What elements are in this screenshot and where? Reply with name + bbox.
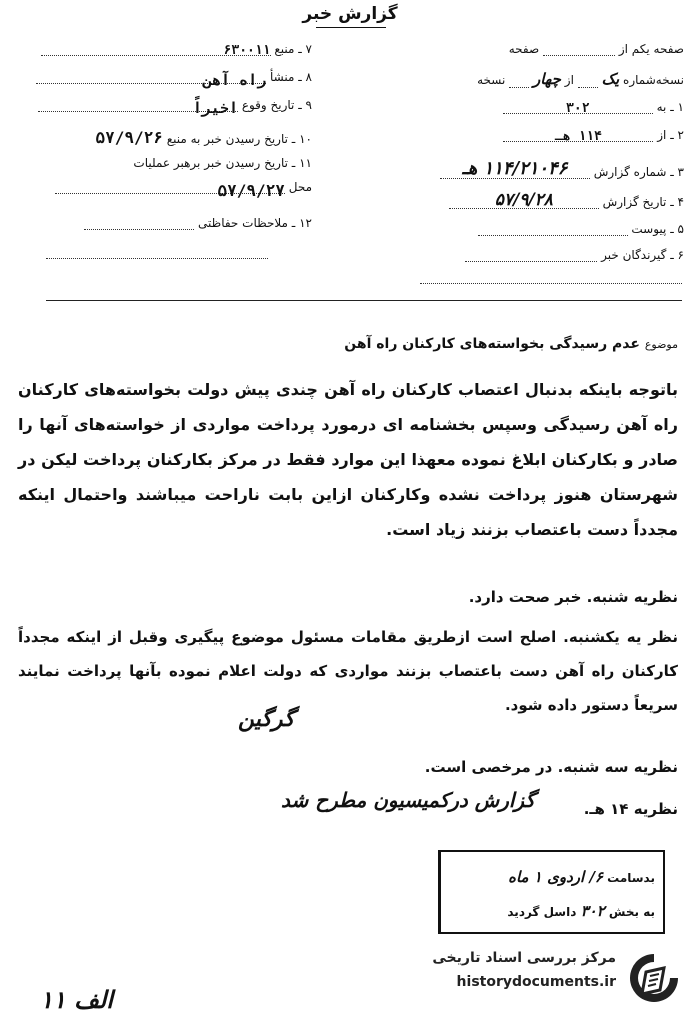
field-blank <box>509 75 529 88</box>
field-source <box>41 42 312 56</box>
field-copy-number <box>477 70 684 88</box>
title-underline <box>316 27 386 28</box>
field-label: صفحه یکم از <box>618 42 684 56</box>
field-suffix: نسخه <box>477 73 506 87</box>
recipients-line-2 <box>420 283 682 284</box>
field-value: ۵۷/۹/۲۶ <box>95 128 163 147</box>
field-label: ۵ ـ پیوست <box>631 222 684 236</box>
field-label: ۸ ـ منشأ <box>269 70 312 84</box>
opinion-sunday: نظر یه یکشنبه. اصلح است ازطریق مقامات مسئول موضوع پیگیری وقبل از اینکه مجدداً کارکنان راه آهن دست باعتصاب بزنند مواردی که دولت اعلام نموده بآنها پرداخت نمایند سریعاً دستور داده شود. <box>18 628 678 714</box>
field-to <box>503 100 684 114</box>
field-page-number <box>509 42 684 56</box>
stamp-line-1 <box>508 868 655 886</box>
subject-label: موضوع <box>644 338 678 351</box>
field-report-date <box>449 190 684 209</box>
document-title: گزارش خبر <box>302 4 398 24</box>
field-label: ۱۱ ـ تاریخ رسیدن خبر برهبر عملیات <box>133 156 312 170</box>
field-blank <box>465 249 597 262</box>
field-label: ۶ ـ گیرندگان خبر <box>601 248 684 262</box>
field-label: ۳ ـ شماره گزارش <box>593 165 684 179</box>
field-label: ۹ ـ تاریخ وقوع <box>241 98 312 112</box>
field-label: ۱ ـ به <box>656 100 684 114</box>
field-attachment <box>478 222 684 236</box>
field-blank <box>478 223 628 236</box>
field-value: ۶۳۰۰۱۱ <box>41 43 271 56</box>
field-value: ۵۷/۹/۲۷ <box>55 181 285 194</box>
field-value: ۱۱۴/۲۱۰۴۶ هـ <box>440 158 590 179</box>
stamp-value: ۳۰۲ <box>580 902 605 920</box>
subject-line <box>18 336 678 352</box>
report-body: باتوجه باینکه بدنبال اعتصاب کارکنان راه آهن چندی پیش دولت بخواسته‌های کارکنان راه آهن رسیدگی وسپس بخشنامه ای درمورد پرداخت مواردی از خواسته‌های آنها را صادر و بکارکنان ابلاغ نموده معهذا این موارد فقط در مرکز بکارکنان پرداخت لیکن در شهرستان هنوز پرداخت نشده وکارکنان ازاین بابت ناراحت میباشند واحتمال اینکه مجدداً دست باعتصاب بزنند زیاد است. <box>18 380 678 539</box>
stamp-label: بدسامت <box>607 871 655 885</box>
opinion-tuesday: نظریه سه شنبه. در مرخصی است. <box>424 758 678 776</box>
field-from <box>503 128 684 142</box>
corner-note: ۱۱ الف <box>40 985 113 1014</box>
subject-text: عدم رسیدگی بخواسته‌های کارکنان راه آهن <box>344 336 640 352</box>
field-source-received-date <box>95 128 312 147</box>
field-value: ۳۰۲ <box>503 101 653 114</box>
field-label: ۱۰ ـ تاریخ رسیدن خبر به منبع <box>166 132 312 146</box>
opinion-saturday: نظریه شنبه. خبر صحت دارد. <box>468 588 678 606</box>
field-label: ۱۲ ـ ملاحظات حفاظتی <box>198 216 312 230</box>
stamp-value: ۶/ اردوی ۱ ماه <box>508 868 603 886</box>
field-occurrence-date <box>38 98 312 117</box>
field-label: ۷ ـ منبع <box>274 42 312 56</box>
field-value: راه آهن <box>36 71 266 84</box>
field-value: چهار <box>532 70 561 88</box>
field-value: یک <box>601 70 620 88</box>
field-label: ۴ ـ تاریخ گزارش <box>602 195 684 209</box>
field-label: محل <box>288 180 312 194</box>
routing-stamp <box>438 850 665 934</box>
stamp-line-2 <box>507 902 655 920</box>
field-mid: از <box>564 73 574 87</box>
field-origin <box>36 70 312 89</box>
field-label: نسخه‌شماره <box>623 73 684 87</box>
field-value: ۵۷/۹/۲۸ <box>449 190 599 209</box>
field-label: ۲ ـ از <box>657 128 684 142</box>
stamp-label: به بخش <box>608 905 655 919</box>
field-suffix: صفحه <box>508 42 540 56</box>
stamp-suffix: داسل گردید <box>507 905 577 919</box>
field-operations-received-date <box>133 156 312 170</box>
signature-gorgin: گرگین <box>238 706 295 732</box>
header-divider <box>46 300 682 301</box>
field-blank <box>543 43 615 56</box>
field-security-notes <box>84 216 312 230</box>
field-operations-place <box>55 180 312 200</box>
field-value: ۱۱۴ هـ <box>503 129 653 142</box>
field-value: اخیراً <box>38 99 238 112</box>
field-report-number <box>440 158 684 179</box>
opinion-14h: نظریه ۱۴ هـ. <box>583 800 678 818</box>
signature-commission-note: گزارش درکمیسیون مطرح شد <box>281 788 535 812</box>
archive-watermark <box>418 948 686 1018</box>
archive-logo-icon <box>626 950 682 1006</box>
notes-line-2 <box>46 258 268 259</box>
field-blank <box>84 217 194 230</box>
watermark-url: historydocuments.ir <box>456 974 616 990</box>
field-blank <box>578 75 598 88</box>
watermark-name: مرکز بررسی اسناد تاریخی <box>432 950 616 966</box>
field-recipients <box>465 248 684 262</box>
